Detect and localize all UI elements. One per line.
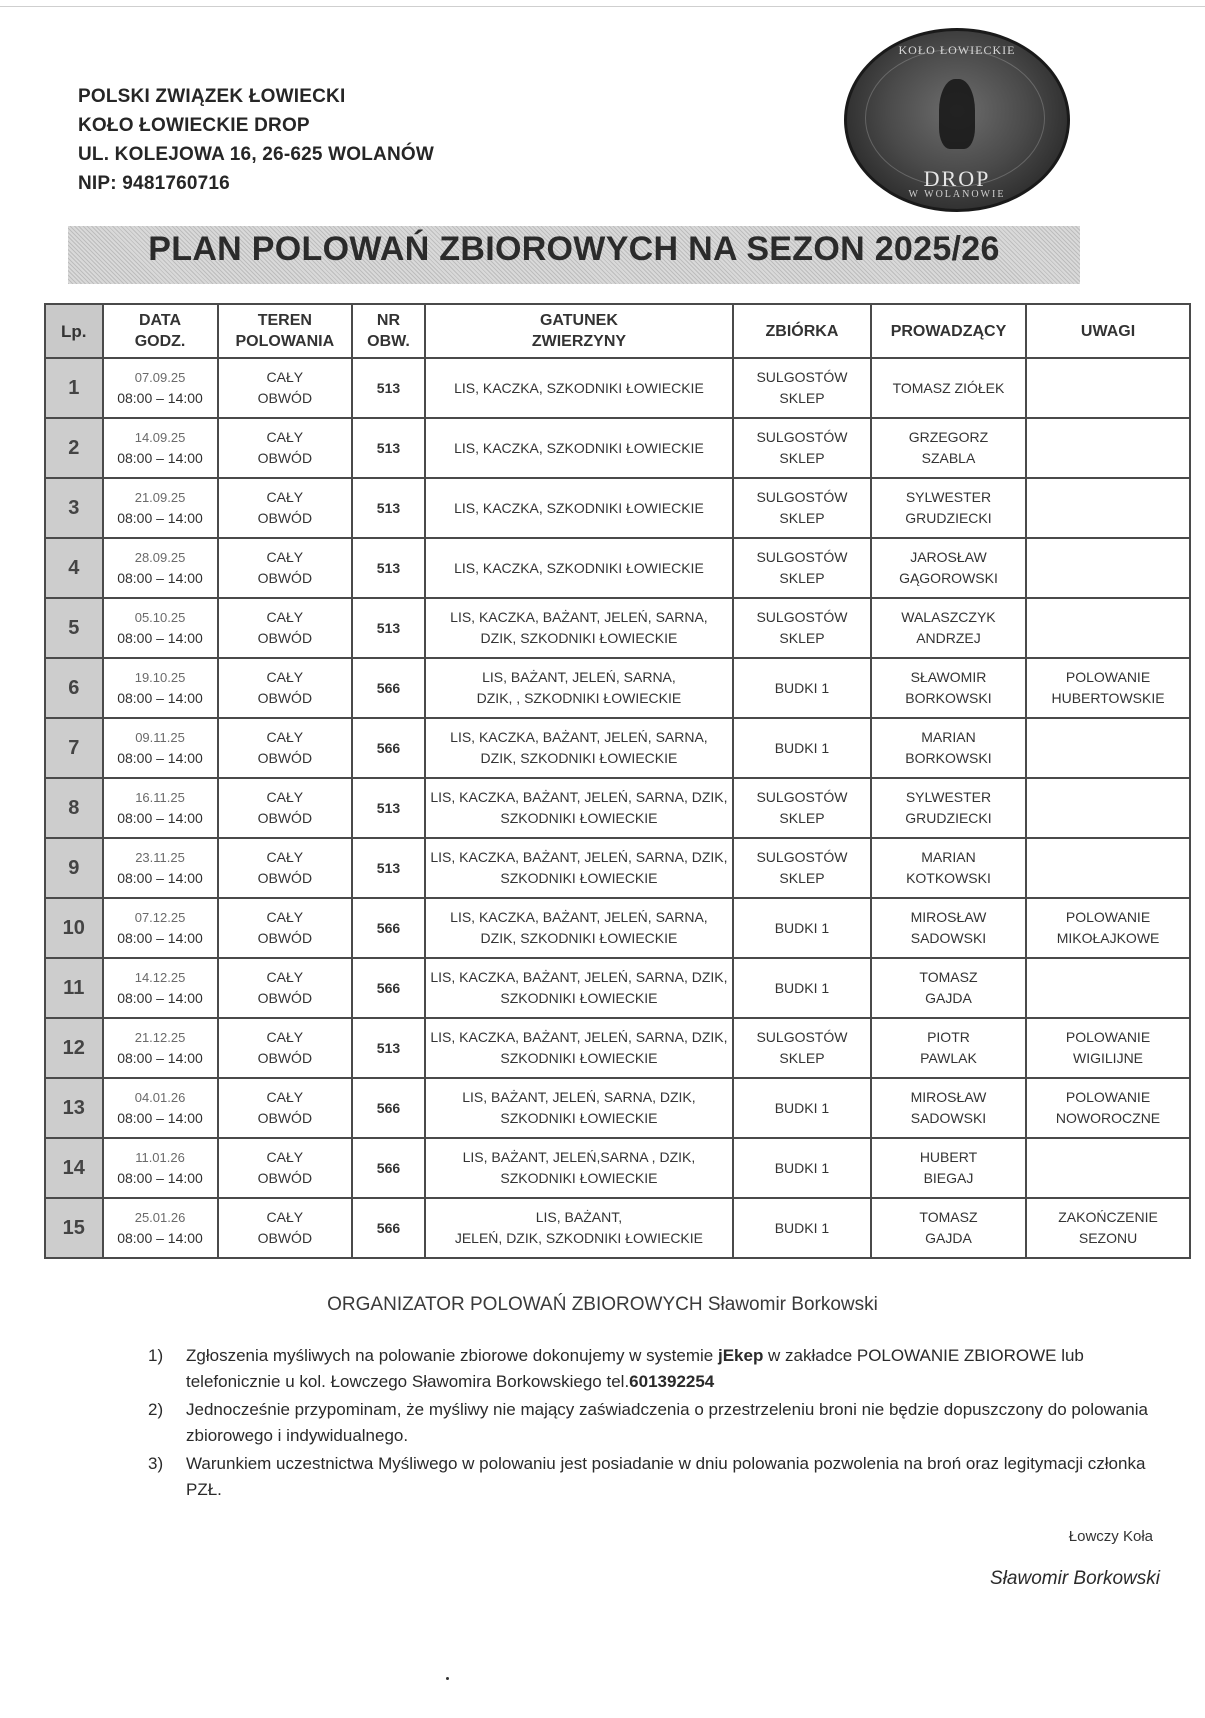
table-row (45, 898, 1190, 958)
cell-date: 14.09.25 08:00 – 14:00 (103, 418, 218, 478)
cell-zbiorka: BUDKI 1 (733, 898, 871, 958)
cell-lp: 8 (45, 778, 103, 838)
table-row (45, 598, 1190, 658)
table-row (45, 418, 1190, 478)
cell-teren: CAŁY OBWÓD (218, 1138, 353, 1198)
cell-nr-obw: 566 (352, 718, 425, 778)
cell-gatunek: LIS, BAŻANT, JELEŃ,SARNA , DZIK, SZKODNIKI ŁOWIECKIE (425, 1138, 733, 1198)
hunt-plan-table (44, 303, 1191, 1259)
signature-role: Łowczy Koła (1068, 1528, 1153, 1545)
cell-prowadzacy: TOMASZ GAJDA (871, 1198, 1026, 1258)
cell-nr-obw: 513 (352, 838, 425, 898)
cell-zbiorka: SULGOSTÓW SKLEP (733, 778, 871, 838)
table-row (45, 838, 1190, 898)
cell-nr-obw: 513 (352, 598, 425, 658)
note-number: 1) (148, 1346, 164, 1365)
cell-teren: CAŁY OBWÓD (218, 418, 353, 478)
cell-uwagi: POLOWANIE MIKOŁAJKOWE (1026, 898, 1190, 958)
org-line-nip: NIP: 9481760716 (78, 173, 230, 194)
page-title: PLAN POLOWAŃ ZBIOROWYCH NA SEZON 2025/26 (148, 230, 1000, 268)
cell-date: 09.11.25 08:00 – 14:00 (103, 718, 218, 778)
seal-name: DROP (923, 166, 991, 191)
cell-nr-obw: 513 (352, 418, 425, 478)
cell-date: 14.12.25 08:00 – 14:00 (103, 958, 218, 1018)
cell-nr-obw: 513 (352, 358, 425, 418)
cell-nr-obw: 513 (352, 478, 425, 538)
cell-lp: 1 (45, 358, 103, 418)
cell-nr-obw: 566 (352, 1078, 425, 1138)
cell-prowadzacy: WALASZCZYK ANDRZEJ (871, 598, 1026, 658)
note-number: 2) (148, 1400, 164, 1419)
cell-prowadzacy: SYLWESTER GRUDZIECKI (871, 778, 1026, 838)
cell-uwagi: POLOWANIE NOWOROCZNE (1026, 1078, 1190, 1138)
cell-gatunek: LIS, KACZKA, BAŻANT, JELEŃ, SARNA, DZIK, SZKODNIKI ŁOWIECKIE (425, 598, 733, 658)
note-item (148, 1397, 1153, 1449)
cell-gatunek: LIS, BAŻANT, JELEŃ, DZIK, SZKODNIKI ŁOWIECKIE (425, 1198, 733, 1258)
cell-lp: 3 (45, 478, 103, 538)
cell-teren: CAŁY OBWÓD (218, 1018, 353, 1078)
cell-zbiorka: SULGOSTÓW SKLEP (733, 418, 871, 478)
cell-teren: CAŁY OBWÓD (218, 1198, 353, 1258)
table-row (45, 1138, 1190, 1198)
cell-prowadzacy: PIOTR PAWLAK (871, 1018, 1026, 1078)
top-scan-line (0, 6, 1205, 7)
cell-gatunek: LIS, BAŻANT, JELEŃ, SARNA, DZIK, , SZKODNIKI ŁOWIECKIE (425, 658, 733, 718)
cell-prowadzacy: JAROSŁAW GĄGOROWSKI (871, 538, 1026, 598)
cell-lp: 13 (45, 1078, 103, 1138)
note-number: 3) (148, 1454, 164, 1473)
note-text: Jednocześnie przypominam, że myśliwy nie mający zaświadczenia o przestrzeleniu broni nie będzie dopuszczony do polowania zbiorowego i indywidualnego. (186, 1400, 1148, 1445)
cell-zbiorka: SULGOSTÓW SKLEP (733, 598, 871, 658)
cell-nr-obw: 513 (352, 1018, 425, 1078)
header-prowadzacy: PROWADZĄCY (871, 304, 1026, 358)
cell-uwagi (1026, 478, 1190, 538)
cell-date: 23.11.25 08:00 – 14:00 (103, 838, 218, 898)
note-text: w zakładce POLOWANIE ZBIOROWE lub telefonicznie u kol. Łowczego Sławomira Borkowskiego tel. (186, 1346, 1084, 1391)
note-text: Zgłoszenia myśliwych na polowanie zbiorowe dokonujemy w systemie (186, 1346, 718, 1365)
cell-teren: CAŁY OBWÓD (218, 958, 353, 1018)
cell-date: 21.09.25 08:00 – 14:00 (103, 478, 218, 538)
cell-teren: CAŁY OBWÓD (218, 838, 353, 898)
cell-date: 07.12.25 08:00 – 14:00 (103, 898, 218, 958)
cell-uwagi (1026, 1138, 1190, 1198)
cell-nr-obw: 566 (352, 658, 425, 718)
cell-lp: 9 (45, 838, 103, 898)
cell-teren: CAŁY OBWÓD (218, 598, 353, 658)
cell-teren: CAŁY OBWÓD (218, 778, 353, 838)
cell-nr-obw: 566 (352, 1138, 425, 1198)
cell-lp: 10 (45, 898, 103, 958)
cell-prowadzacy: TOMASZ ZIÓŁEK (871, 358, 1026, 418)
seal-bottom-text: W WOLANOWIE (908, 189, 1006, 200)
table-row (45, 1198, 1190, 1258)
cell-date: 28.09.25 08:00 – 14:00 (103, 538, 218, 598)
note-item (148, 1343, 1153, 1395)
cell-date: 16.11.25 08:00 – 14:00 (103, 778, 218, 838)
cell-date: 04.01.26 08:00 – 14:00 (103, 1078, 218, 1138)
cell-zbiorka: BUDKI 1 (733, 658, 871, 718)
cell-nr-obw: 566 (352, 898, 425, 958)
header-lp: Lp. (45, 304, 103, 358)
cell-gatunek: LIS, KACZKA, BAŻANT, JELEŃ, SARNA, DZIK, SZKODNIKI ŁOWIECKIE (425, 958, 733, 1018)
note-item (148, 1451, 1153, 1503)
cell-lp: 15 (45, 1198, 103, 1258)
cell-uwagi (1026, 838, 1190, 898)
cell-uwagi (1026, 718, 1190, 778)
note-text: jEkep (717, 1346, 764, 1365)
cell-uwagi (1026, 418, 1190, 478)
cell-lp: 11 (45, 958, 103, 1018)
cell-zbiorka: SULGOSTÓW SKLEP (733, 838, 871, 898)
scan-speck (446, 1677, 449, 1680)
cell-gatunek: LIS, KACZKA, SZKODNIKI ŁOWIECKIE (425, 478, 733, 538)
cell-teren: CAŁY OBWÓD (218, 358, 353, 418)
cell-teren: CAŁY OBWÓD (218, 658, 353, 718)
cell-prowadzacy: SŁAWOMIR BORKOWSKI (871, 658, 1026, 718)
cell-zbiorka: SULGOSTÓW SKLEP (733, 478, 871, 538)
cell-date: 05.10.25 08:00 – 14:00 (103, 598, 218, 658)
cell-uwagi (1026, 358, 1190, 418)
table-row (45, 1078, 1190, 1138)
signature-name: Sławomir Borkowski (990, 1568, 1160, 1589)
cell-zbiorka: BUDKI 1 (733, 1198, 871, 1258)
notes-list (148, 1343, 1153, 1505)
bird-emblem-icon (939, 79, 975, 149)
cell-lp: 2 (45, 418, 103, 478)
cell-uwagi (1026, 538, 1190, 598)
club-seal-logo (844, 28, 1070, 212)
cell-date: 07.09.25 08:00 – 14:00 (103, 358, 218, 418)
cell-lp: 14 (45, 1138, 103, 1198)
cell-lp: 7 (45, 718, 103, 778)
table-row (45, 718, 1190, 778)
cell-zbiorka: BUDKI 1 (733, 718, 871, 778)
header-teren: TEREN POLOWANIA (218, 304, 353, 358)
cell-teren: CAŁY OBWÓD (218, 718, 353, 778)
cell-teren: CAŁY OBWÓD (218, 478, 353, 538)
cell-prowadzacy: MARIAN KOTKOWSKI (871, 838, 1026, 898)
cell-zbiorka: BUDKI 1 (733, 1078, 871, 1138)
header-date: DATA GODZ. (103, 304, 218, 358)
org-line-union: POLSKI ZWIĄZEK ŁOWIECKI (78, 86, 346, 107)
cell-gatunek: LIS, KACZKA, BAŻANT, JELEŃ, SARNA, DZIK, SZKODNIKI ŁOWIECKIE (425, 1018, 733, 1078)
cell-lp: 6 (45, 658, 103, 718)
cell-gatunek: LIS, KACZKA, SZKODNIKI ŁOWIECKIE (425, 358, 733, 418)
cell-uwagi (1026, 778, 1190, 838)
cell-prowadzacy: SYLWESTER GRUDZIECKI (871, 478, 1026, 538)
cell-prowadzacy: MARIAN BORKOWSKI (871, 718, 1026, 778)
cell-date: 21.12.25 08:00 – 14:00 (103, 1018, 218, 1078)
table-row (45, 1018, 1190, 1078)
cell-uwagi: POLOWANIE WIGILIJNE (1026, 1018, 1190, 1078)
cell-lp: 5 (45, 598, 103, 658)
cell-zbiorka: SULGOSTÓW SKLEP (733, 1018, 871, 1078)
cell-prowadzacy: MIROSŁAW SADOWSKI (871, 898, 1026, 958)
cell-lp: 4 (45, 538, 103, 598)
cell-nr-obw: 566 (352, 958, 425, 1018)
cell-lp: 12 (45, 1018, 103, 1078)
cell-zbiorka: SULGOSTÓW SKLEP (733, 358, 871, 418)
cell-prowadzacy: MIROSŁAW SADOWSKI (871, 1078, 1026, 1138)
cell-nr-obw: 513 (352, 778, 425, 838)
cell-zbiorka: BUDKI 1 (733, 958, 871, 1018)
cell-uwagi: POLOWANIE HUBERTOWSKIE (1026, 658, 1190, 718)
organizer-line: ORGANIZATOR POLOWAŃ ZBIOROWYCH Sławomir Borkowski (327, 1294, 878, 1315)
header-gatunek: GATUNEK ZWIERZYNY (425, 304, 733, 358)
cell-gatunek: LIS, KACZKA, SZKODNIKI ŁOWIECKIE (425, 418, 733, 478)
table-row (45, 958, 1190, 1018)
cell-teren: CAŁY OBWÓD (218, 538, 353, 598)
table-row (45, 358, 1190, 418)
header-zbiorka: ZBIÓRKA (733, 304, 871, 358)
cell-gatunek: LIS, KACZKA, BAŻANT, JELEŃ, SARNA, DZIK, SZKODNIKI ŁOWIECKIE (425, 898, 733, 958)
cell-prowadzacy: HUBERT BIEGAJ (871, 1138, 1026, 1198)
organization-header (78, 82, 434, 198)
cell-nr-obw: 566 (352, 1198, 425, 1258)
table-body (45, 358, 1190, 1258)
cell-date: 25.01.26 08:00 – 14:00 (103, 1198, 218, 1258)
table-row (45, 778, 1190, 838)
table-header-row (45, 304, 1190, 358)
org-line-club: KOŁO ŁOWIECKIE DROP (78, 115, 310, 136)
note-text: 601392254 (629, 1372, 715, 1391)
cell-teren: CAŁY OBWÓD (218, 1078, 353, 1138)
cell-zbiorka: BUDKI 1 (733, 1138, 871, 1198)
cell-teren: CAŁY OBWÓD (218, 898, 353, 958)
cell-date: 11.01.26 08:00 – 14:00 (103, 1138, 218, 1198)
cell-gatunek: LIS, KACZKA, SZKODNIKI ŁOWIECKIE (425, 538, 733, 598)
cell-date: 19.10.25 08:00 – 14:00 (103, 658, 218, 718)
cell-zbiorka: SULGOSTÓW SKLEP (733, 538, 871, 598)
cell-gatunek: LIS, BAŻANT, JELEŃ, SARNA, DZIK, SZKODNIKI ŁOWIECKIE (425, 1078, 733, 1138)
header-uwagi: UWAGI (1026, 304, 1190, 358)
note-text: Warunkiem uczestnictwa Myśliwego w polowaniu jest posiadanie w dniu polowania pozwolenia na broń oraz legitymacji członka PZŁ. (186, 1454, 1146, 1499)
cell-gatunek: LIS, KACZKA, BAŻANT, JELEŃ, SARNA, DZIK, SZKODNIKI ŁOWIECKIE (425, 778, 733, 838)
org-line-address: UL. KOLEJOWA 16, 26-625 WOLANÓW (78, 144, 434, 165)
cell-prowadzacy: GRZEGORZ SZABLA (871, 418, 1026, 478)
table-row (45, 538, 1190, 598)
seal-top-text: KOŁO ŁOWIECKIE (898, 43, 1016, 57)
table-row (45, 658, 1190, 718)
cell-gatunek: LIS, KACZKA, BAŻANT, JELEŃ, SARNA, DZIK, SZKODNIKI ŁOWIECKIE (425, 718, 733, 778)
cell-uwagi (1026, 958, 1190, 1018)
header-nr-obw: NR OBW. (352, 304, 425, 358)
cell-uwagi: ZAKOŃCZENIE SEZONU (1026, 1198, 1190, 1258)
cell-uwagi (1026, 598, 1190, 658)
cell-gatunek: LIS, KACZKA, BAŻANT, JELEŃ, SARNA, DZIK, SZKODNIKI ŁOWIECKIE (425, 838, 733, 898)
cell-nr-obw: 513 (352, 538, 425, 598)
cell-prowadzacy: TOMASZ GAJDA (871, 958, 1026, 1018)
table-row (45, 478, 1190, 538)
